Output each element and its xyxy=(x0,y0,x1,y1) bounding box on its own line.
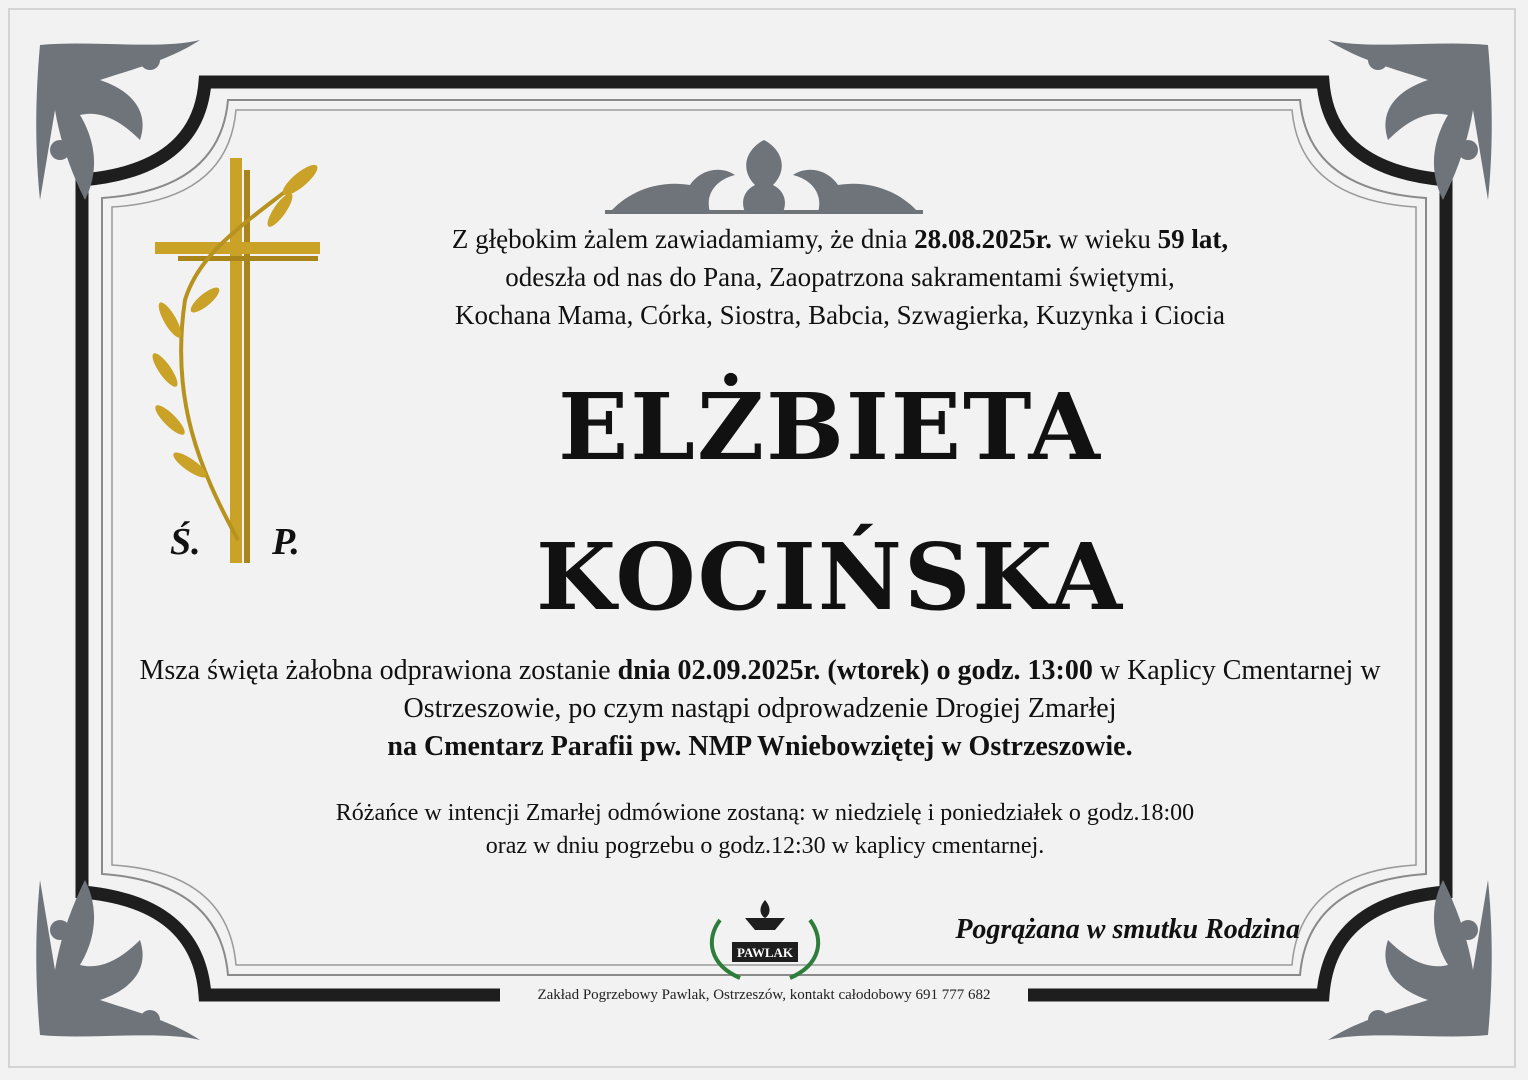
deceased-last-name: KOCIŃSKA xyxy=(535,523,1125,631)
intro-line-2: odeszła od nas do Pana, Zaopatrzona sakramentami świętymi, xyxy=(505,262,1175,292)
rosary-text xyxy=(160,797,1370,863)
mass-datetime: dnia 02.09.2025r. (wtorek) o godz. 13:00 xyxy=(617,655,1093,686)
mass-intro: Msza święta żałobna odprawiona zostanie xyxy=(139,655,611,686)
mass-location: w Kaplicy Cmentarnej w Ostrzeszowie, po czym nastąpi odprowadzenie Drogiej Zmarłej xyxy=(403,655,1381,724)
intro-line-1 xyxy=(260,220,1420,258)
rosary-line-2: oraz w dniu pogrzebu o godz.12:30 w kaplicy cmentarnej. xyxy=(485,833,1045,859)
cemetery-name: na Cmentarz Parafii pw. NMP Wniebowziętej w Ostrzeszowie. xyxy=(387,731,1133,762)
intro-line-3: Kochana Mama, Córka, Siostra, Babcia, Szwagierka, Kuzynka i Ciocia xyxy=(454,300,1225,330)
funeral-mass-text xyxy=(120,652,1400,766)
intro-line-1-mid: w wieku xyxy=(1058,224,1151,254)
intro-text xyxy=(260,220,1420,334)
funeral-home-footer: Zakład Pogrzebowy Pawlak, Ostrzeszów, kontakt całodobowy 691 777 682 xyxy=(500,985,1028,1005)
sp-s-label: Ś. xyxy=(170,521,201,563)
sp-p-label: P. xyxy=(272,521,300,563)
funeral-home-logo-icon xyxy=(712,900,818,978)
age: 59 lat, xyxy=(1157,224,1229,254)
gold-cross-icon xyxy=(149,158,322,563)
rosary-line-1: Różańce w intencji Zmarłej odmówione zostaną: w niedzielę i poniedziałek o godz.18:00 xyxy=(335,800,1195,826)
deceased-first-name: ELŻBIETA xyxy=(558,373,1102,481)
top-center-ornament-icon xyxy=(605,140,923,214)
family-signature: Pogrążana w smutku Rodzina xyxy=(955,914,1300,945)
date-of-death: 28.08.2025r. xyxy=(914,224,1052,254)
logo-text: PAWLAK xyxy=(736,945,794,960)
intro-line-1-start: Z głębokim żalem zawiadamiamy, że dnia xyxy=(451,224,908,254)
